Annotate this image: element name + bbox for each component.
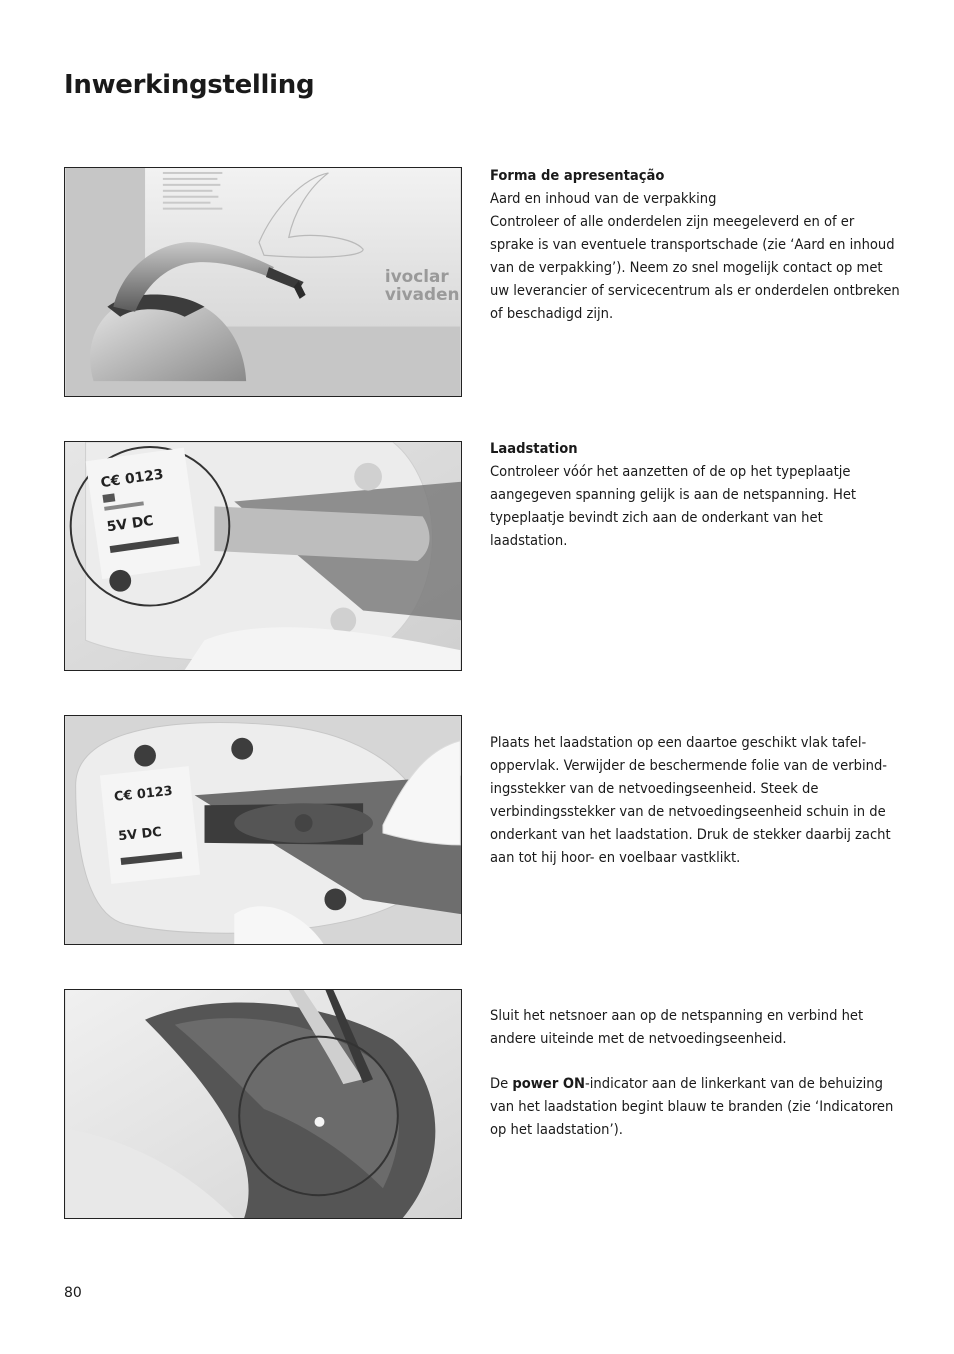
section-place-station bbox=[490, 731, 900, 869]
section-connect-power bbox=[490, 1004, 900, 1141]
section-heading: Forma de apresentação bbox=[490, 167, 665, 184]
section-body: Sluit het netsnoer aan op de netspanning en verbind het andere uiteinde met de netvoedingseenheid. bbox=[490, 1007, 864, 1047]
section-body: Controleer vóór het aanzetten of de op het typeplaatje aangegeven spanning gelijk is aan de netspanning. Het typeplaatje bevindt zich aan de onderkant van het laadstation. bbox=[490, 463, 857, 549]
type-plate-ce-mark: C€ 0123 bbox=[99, 466, 165, 492]
box-brand-line2: vivaden bbox=[384, 283, 460, 304]
section-subheading: Aard en inhoud van de verpakking bbox=[490, 190, 717, 207]
curing-light-on-base-image bbox=[65, 168, 461, 396]
photo-power-indicator bbox=[64, 989, 462, 1219]
section-body-power-on bbox=[490, 1072, 900, 1141]
power-on-label: power ON bbox=[512, 1075, 586, 1092]
body-prefix: De bbox=[490, 1075, 513, 1092]
page-number: 80 bbox=[64, 1285, 82, 1301]
power-indicator-closeup-image bbox=[65, 990, 461, 1218]
photo-insert-connector bbox=[64, 715, 462, 945]
photo-package-contents bbox=[64, 167, 462, 397]
section-charging-station bbox=[490, 437, 900, 552]
type-plate-ce-mark: C€ 0123 bbox=[113, 783, 174, 805]
section-body: Plaats het laadstation op een daartoe geschikt vlak tafel-oppervlak. Verwijder de beschermende folie van de verbind-ingsstekker van de netvoedingseenheid. Steek de verbindingsstekker van de netvoedingseenheid schuin in de onderkant van het laadstation. Druk de stekker daarbij zacht aan tot hij hoor- en voelbaar vastklikt. bbox=[490, 734, 891, 866]
insert-connector-image bbox=[65, 716, 461, 944]
type-plate-voltage: 5V DC bbox=[117, 824, 163, 845]
section-heading: Laadstation bbox=[490, 440, 578, 457]
type-plate-voltage: 5V DC bbox=[105, 512, 155, 536]
page-title: Inwerkingstelling bbox=[64, 70, 315, 100]
photo-type-plate bbox=[64, 441, 462, 671]
charging-base-underside-image bbox=[65, 442, 461, 670]
body-suffix: -indicator aan de linkerkant van de behuizing van het laadstation begint blauw te branden (zie ‘Indicatoren op het laadstation’). bbox=[490, 1075, 894, 1138]
box-brand-line1: ivoclar bbox=[384, 266, 449, 286]
section-body: Controleer of alle onderdelen zijn meegeleverd en of er sprake is van eventuele transportschade (zie ‘Aard en inhoud van de verpakking’). Neem zo snel mogelijk contact op met uw leverancier of servicecentrum als er onderdelen ontbreken of beschadigd zijn. bbox=[490, 213, 900, 322]
section-package-contents bbox=[490, 164, 900, 325]
